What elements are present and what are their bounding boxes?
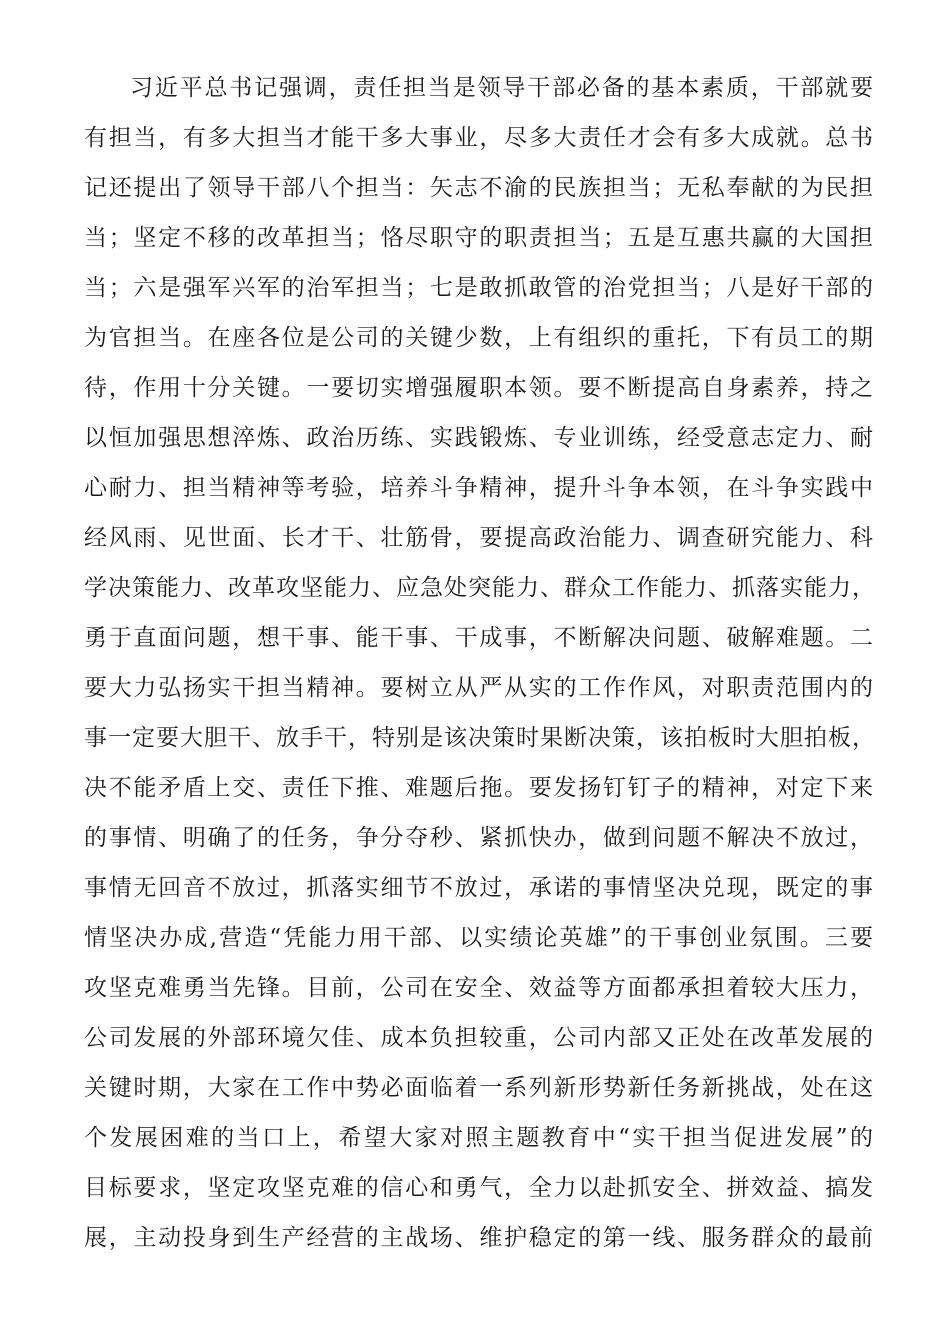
paragraph-line: 习近平总书记强调，责任担当是领导干部必备的基本素质，干部就要 — [130, 75, 874, 101]
paragraph-line: 学决策能力、改革攻坚能力、应急处突能力、群众工作能力、抓落实能力， — [84, 575, 876, 601]
paragraph-line: 个发展困难的当口上，希望大家对照主题教育中“实干担当促进发展”的 — [84, 1125, 874, 1151]
paragraph-line: 有担当，有多大担当才能干多大事业，尽多大责任才会有多大成就。总书 — [84, 125, 874, 151]
paragraph-line: 待，作用十分关键。一要切实增强履职本领。要不断提高自身素养，持之 — [84, 375, 874, 401]
paragraph-line: 关键时期，大家在工作中势必面临着一系列新形势新任务新挑战，处在这 — [84, 1075, 874, 1101]
paragraph-line: 当；六是强军兴军的治军担当；七是敢抓敢管的治党担当；八是好干部的 — [84, 275, 874, 301]
paragraph-line: 目标要求，坚定攻坚克难的信心和勇气，全力以赴抓安全、拼效益、搞发 — [84, 1175, 874, 1201]
paragraph-line: 情坚决办成,营造“凭能力用干部、以实绩论英雄”的干事创业氛围。三要 — [84, 925, 874, 951]
paragraph-line: 勇于直面问题，想干事、能干事、干成事，不断解决问题、破解难题。二 — [84, 625, 874, 651]
paragraph-line: 公司发展的外部环境欠佳、成本负担较重，公司内部又正处在改革发展的 — [84, 1025, 874, 1051]
paragraph-line: 决不能矛盾上交、责任下推、难题后拖。要发扬钉钉子的精神，对定下来 — [84, 775, 874, 801]
paragraph-line: 为官担当。在座各位是公司的关键少数，上有组织的重托，下有员工的期 — [84, 325, 874, 351]
paragraph-line: 事情无回音不放过，抓落实细节不放过，承诺的事情坚决兑现，既定的事 — [84, 875, 874, 901]
paragraph-line: 以恒加强思想淬炼、政治历练、实践锻炼、专业训练，经受意志定力、耐 — [84, 425, 874, 451]
paragraph-line: 经风雨、见世面、长才干、壮筋骨，要提高政治能力、调查研究能力、科 — [84, 525, 874, 551]
paragraph-line: 心耐力、担当精神等考验，培养斗争精神，提升斗争本领，在斗争实践中 — [84, 475, 874, 501]
paragraph-line: 记还提出了领导干部八个担当：矢志不渝的民族担当；无私奉献的为民担 — [84, 175, 874, 201]
paragraph-line: 展，主动投身到生产经营的主战场、维护稳定的第一线、服务群众的最前 — [84, 1225, 874, 1251]
paragraph-line: 攻坚克难勇当先锋。目前，公司在安全、效益等方面都承担着较大压力， — [84, 975, 874, 1001]
paragraph-line: 的事情、明确了的任务，争分夺秒、紧抓快办，做到问题不解决不放过， — [84, 825, 874, 851]
paragraph-line: 当；坚定不移的改革担当；恪尽职守的职责担当；五是互惠共赢的大国担 — [84, 225, 874, 251]
paragraph-line: 要大力弘扬实干担当精神。要树立从严从实的工作作风，对职责范围内的 — [84, 675, 874, 701]
paragraph-line: 事一定要大胆干、放手干，特别是该决策时果断决策，该拍板时大胆拍板， — [84, 725, 876, 751]
